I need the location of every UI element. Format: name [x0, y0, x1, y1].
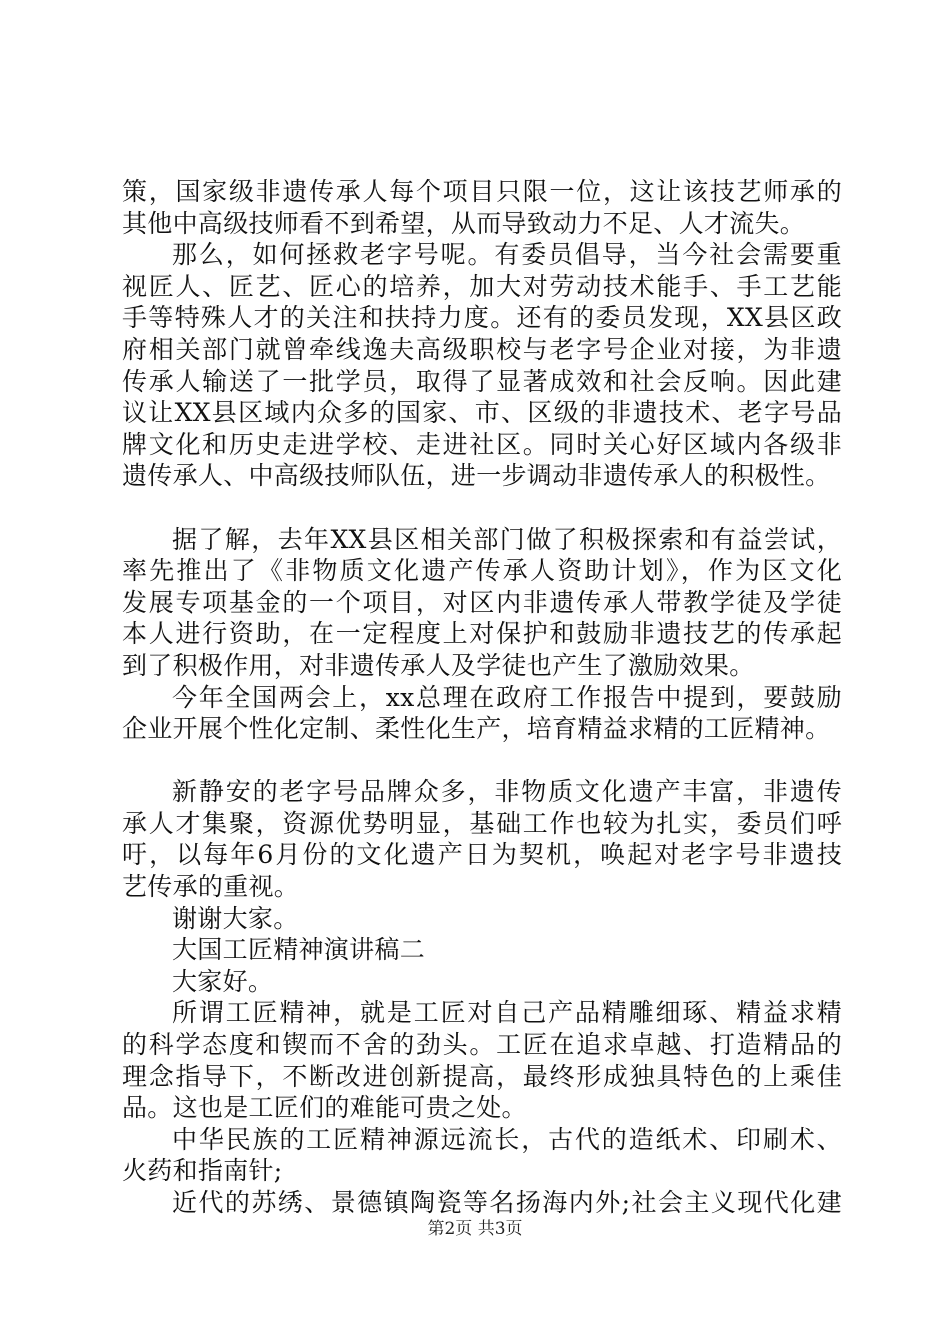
- text-line: 议让XX县区域内众多的国家、市、区级的非遗技术、老字号品: [122, 398, 842, 428]
- text-line: 中华民族的工匠精神源远流长，古代的造纸术、印刷术、: [172, 1124, 842, 1154]
- text-line: 率先推出了《非物质文化遗产传承人资助计划》，作为区文化: [122, 556, 842, 586]
- text-line: 视匠人、匠艺、匠心的培养，加大对劳动技术能手、手工艺能: [122, 271, 842, 301]
- text-line: 新静安的老字号品牌众多，非物质文化遗产丰富，非遗传: [172, 777, 842, 807]
- text-line: 发展专项基金的一个项目，对区内非遗传承人带教学徒及学徒: [122, 587, 842, 617]
- text-line: 府相关部门就曾牵线逸夫高级职校与老字号企业对接，为非遗: [122, 334, 842, 364]
- text-line: 策，国家级非遗传承人每个项目只限一位，这让该技艺师承的: [122, 177, 842, 206]
- text-line: 承人才集聚，资源优势明显，基础工作也较为扎实，委员们呼: [122, 808, 842, 838]
- text-line: 近代的苏绣、景德镇陶瓷等名扬海内外;社会主义现代化建: [172, 1188, 842, 1217]
- document-body: [122, 176, 842, 1219]
- text-line: 所谓工匠精神，就是工匠对自己产品精雕细琢、精益求精: [172, 998, 842, 1028]
- text-line: 的科学态度和锲而不舍的劲头。工匠在追求卓越、打造精品的: [122, 1030, 842, 1060]
- text-line: 手等特殊人才的关注和扶持力度。还有的委员发现，XX县区政: [122, 303, 842, 333]
- paragraph-gap: [122, 492, 842, 524]
- text-line: 今年全国两会上，xx总理在政府工作报告中提到，要鼓励: [172, 682, 842, 712]
- text-line: 那么，如何拯救老字号呢。有委员倡导，当今社会需要重: [172, 240, 842, 270]
- text-line: 火药和指南针;: [122, 1156, 283, 1186]
- text-line: 企业开展个性化定制、柔性化生产，培育精益求精的工匠精神。: [122, 714, 831, 744]
- text-line: 据了解，去年XX县区相关部门做了积极探索和有益尝试，: [172, 524, 842, 554]
- text-line: 牌文化和历史走进学校、走进社区。同时关心好区域内各级非: [122, 429, 842, 459]
- text-line: 大家好。: [172, 966, 274, 996]
- text-line: 其他中高级技师看不到希望，从而导致动力不足、人才流失。: [122, 208, 806, 238]
- text-line: 传承人输送了一批学员，取得了显著成效和社会反响。因此建: [122, 366, 842, 396]
- text-line: 品。这也是工匠们的难能可贵之处。: [122, 1093, 527, 1123]
- text-line: 理念指导下，不断改进创新提高，最终形成独具特色的上乘佳: [122, 1061, 842, 1091]
- text-line: 本人进行资助，在一定程度上对保护和鼓励非遗技艺的传承起: [122, 619, 842, 649]
- text-line: 谢谢大家。: [172, 903, 299, 933]
- text-line: 到了积极作用，对非遗传承人及学徒也产生了激励效果。: [122, 650, 755, 680]
- page-number-footer: 第2页 共3页: [427, 1219, 523, 1239]
- paragraph-gap: [122, 745, 842, 777]
- section-heading: 大国工匠精神演讲稿二: [172, 935, 426, 965]
- text-line: 吁，以每年6月份的文化遗产日为契机，唤起对老字号非遗技: [122, 840, 842, 870]
- text-line: 遗传承人、中高级技师队伍，进一步调动非遗传承人的积极性。: [122, 461, 831, 491]
- text-line: 艺传承的重视。: [122, 872, 300, 902]
